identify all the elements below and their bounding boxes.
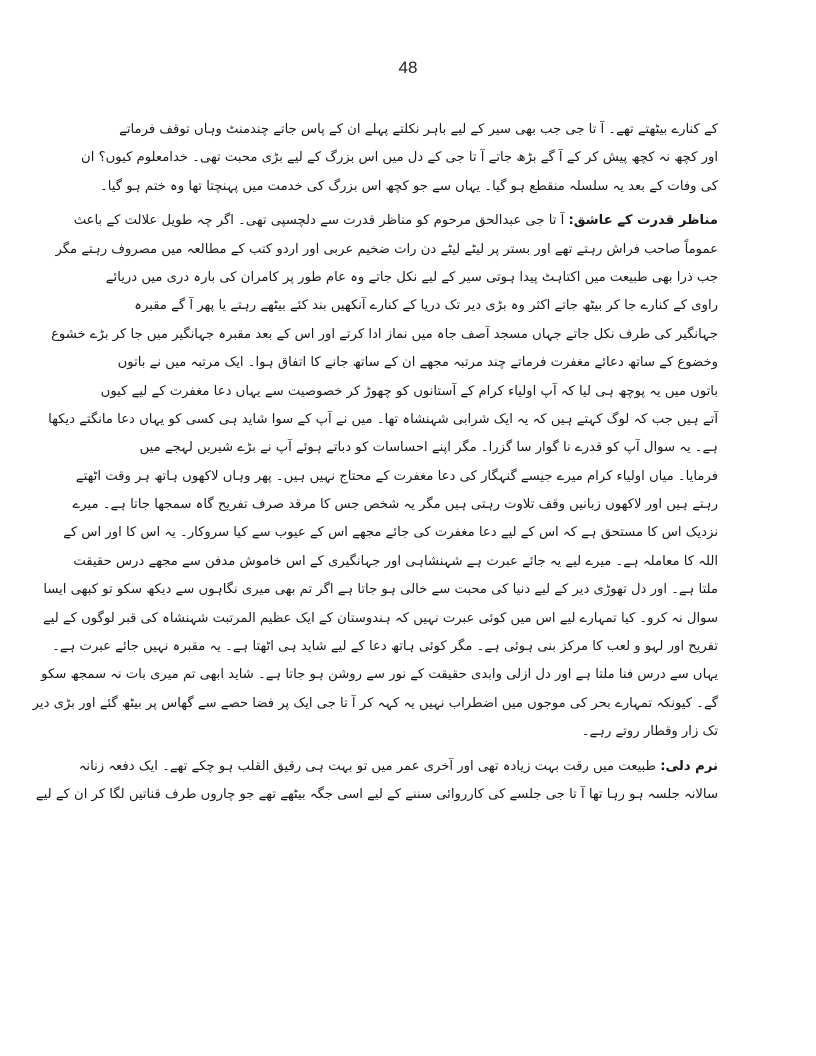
text-line: کی وفات کے بعد یہ سلسلہ منقطع ہو گیا۔ یہاں سے جو کچھ اس بزرگ کی خدمت میں پہنچتا تھا وہ ختم ہو گیا۔	[100, 178, 718, 194]
text-line: ہے۔ یہ سوال آپ کو قدرے نا گوار سا گزرا۔ مگر اپنے احساسات کو دباتے ہوئے آپ نے بڑے شیریں لہجے میں	[139, 440, 718, 456]
text-line: باتوں میں یہ پوچھ ہی لیا کہ آپ اولیاء کرام کے آستانوں کو چھوڑ کر خصوصیت سے یہاں دعا مغفرت کے لیے کیوں	[100, 383, 718, 399]
text-line: یہاں سے درس فنا ملتا ہے اور دل ازلی وابدی حقیقت کے نور سے روشن ہو جاتا ہے۔ شاید ابھی تم میری بات نہ سمجھ سکو	[41, 667, 718, 683]
text-line: رہتے ہیں اور لاکھوں زبانیں وقف تلاوت رہتی ہیں مگر یہ شخص جس کا مرقد صرف تفریح گاہ سمجھا جاتا ہے۔ میرے	[72, 497, 718, 513]
text-line: اور کچھ نہ کچھ پیش کر کے آ گے بڑھ جاتے آ تا جی کے دل میں اس بزرگ کے لیے بڑی محبت تھی۔ خدامعلوم کیوں؟ ان	[81, 150, 718, 166]
text-line-content: طبیعت میں رقت بہت زیادہ تھی اور آخری عمر میں تو بہت ہی رقیق القلب ہو چکے تھے۔ ایک دفعہ زنانہ	[78, 758, 657, 774]
text-line	[73, 207, 718, 235]
text-line: اللہ کا معاملہ ہے۔ میرے لیے یہ جائے عبرت ہے شہنشاہی اور جہانگیری کے اس خاموش مدفن سے مجھے درس حقیقت	[73, 553, 718, 569]
section-heading: نرم دلی:	[660, 758, 718, 774]
text-line: تفریح اور لہو و لعب کا مرکز بنی ہوئی ہے۔ مگر کوئی ہاتھ دعا کے لیے شاید ہی اٹھتا ہے۔ یہ مقبرہ نہیں جائے عبرت ہے۔	[52, 639, 718, 655]
paragraph	[32, 207, 718, 746]
text-body	[32, 116, 718, 815]
text-line: نزدیک اس کا مستحق ہے کہ اس کے لیے دعا مغفرت کی جائے مجھے اس کے عیوب سے کیا سروکار۔ یہ اس کا اور اس کے	[63, 525, 718, 541]
text-line: سوال نہ کرو۔ کیا تمہارے لیے اس میں کوئی عبرت نہیں کہ ہندوستان کے ایک عظیم المرتبت شہنشاہ کی قبر لوگوں کے لیے	[43, 610, 718, 626]
text-line: تک زار وقطار روتے رہے۔	[581, 724, 718, 740]
text-line	[78, 753, 718, 781]
text-line: وخضوع کے ساتھ دعائے مغفرت فرماتے چند مرتبہ مجھے ان کے ساتھ جانے کا اتفاق ہوا۔ ایک مرتبہ میں نے باتوں	[117, 355, 718, 371]
text-line: جب ذرا بھی طبیعت میں اکتاہٹ پیدا ہوتی سیر کے لیے نکل جاتے وہ عام طور پر کامران کی بارہ دری میں دریائے	[105, 269, 718, 285]
paragraph	[35, 753, 718, 810]
text-line: راوی کے کنارے جا کر بیٹھ جاتے اکثر وہ بڑی دیر تک دریا کے کنارے آنکھیں بند کئے بیٹھے رہتے یا پھر آ گے مقبرہ	[134, 298, 718, 314]
text-line: کے کنارے بیٹھتے تھے۔ آ تا جی جب بھی سیر کے لیے باہر نکلتے پہلے ان کے پاس جاتے چندمنٹ وہاں توقف فرماتے	[119, 122, 718, 137]
page-number: 48	[398, 58, 418, 77]
text-line: آتے ہیں جب کہ لوگ کہتے ہیں کہ یہ ایک شرابی شہنشاہ تھا۔ میں نے آپ کے سوا شاید ہی کسی کو یہاں دعا مانگتے دیکھا	[48, 411, 718, 427]
text-line: فرمایا۔ میاں اولیاء کرام میرے جیسے گنہگار کی دعا مغفرت کے محتاج نہیں ہیں۔ پھر وہاں لاکھوں ہاتھ ہر وقت اٹھتے	[75, 468, 718, 484]
text-line: جہانگیر کی طرف نکل جاتے جہاں مسجد آصف جاہ میں نماز ادا کرتے اور اس کے بعد مقبرہ جہانگیر میں جا کر بڑے خشوع	[51, 326, 718, 342]
text-line-content: آ تا جی عبدالحق مرحوم کو مناظر قدرت سے دلچسپی تھی۔ اگر چہ طویل علالت کے باعث	[73, 213, 565, 229]
text-line: گے۔ کیونکہ تمہارے بحر کی موجوں میں اضطراب نہیں یہ کہہ کر آ تا جی ایک پر فضا حصے سے گھاس پر بیٹھ گئے اور بڑی دیر	[32, 695, 718, 711]
text-line: سالانہ جلسہ ہو رہا تھا آ تا جی جلسے کی کارروائی سننے کے لیے اسی جگہ بیٹھے تھے جو چاروں طرف قناتیں لگا کر ان کے لیے	[35, 786, 718, 802]
paragraph	[81, 116, 718, 201]
text-line: ملتا ہے۔ اور دل تھوڑی دیر کے لیے دنیا کی محبت سے خالی ہو جاتا ہے اگر تم بھی میری نگاہوں سے دیکھ سکو تو کبھی ایسا	[43, 582, 718, 598]
section-heading: مناظر قدرت کے عاشق:	[568, 213, 718, 229]
text-line: عموماً صاحب فراش رہتے تھے اور بستر پر لیٹے لیٹے دن رات ضخیم عربی اور اردو کتب کے مطالعہ میں مصروف رہتے مگر	[55, 241, 718, 257]
